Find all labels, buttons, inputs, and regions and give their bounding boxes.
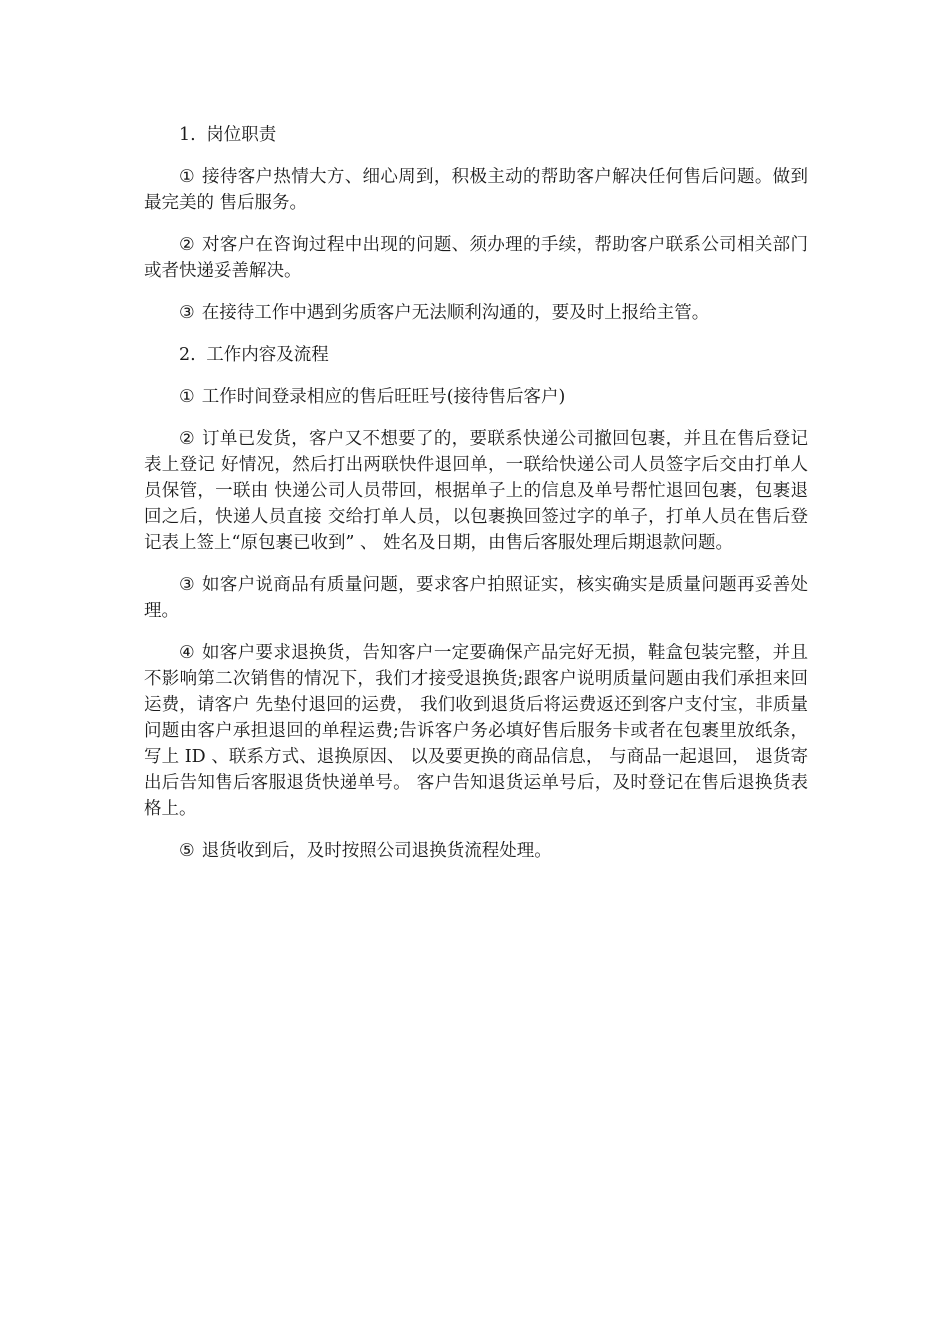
section-heading-2 [144, 342, 808, 368]
item-marker: ③ [179, 575, 196, 595]
paragraph [144, 384, 808, 410]
item-marker: ④ [179, 643, 196, 663]
document-page [144, 122, 808, 880]
paragraph-text: 工作时间登录相应的售后旺旺号(接待售后客户) [201, 387, 566, 407]
item-marker: ① [179, 167, 196, 187]
paragraph-text: 对客户在咨询过程中出现的问题、须办理的手续，帮助客户联系公司相关部门或者快递妥善解决。 [144, 235, 808, 281]
paragraph [144, 232, 808, 284]
section-title: 工作内容及流程 [206, 345, 329, 365]
item-marker: ② [179, 429, 196, 449]
paragraph [144, 640, 808, 822]
item-marker: ① [179, 387, 195, 407]
paragraph [144, 572, 808, 624]
paragraph [144, 164, 808, 216]
paragraph-text: 在接待工作中遇到劣质客户无法顺利沟通的，要及时上报给主管。 [201, 303, 710, 323]
section-heading-1 [144, 122, 808, 148]
paragraph-text: 接待客户热情大方、细心周到，积极主动的帮助客户解决任何售后问题。做到最完美的 售后服务。 [144, 167, 808, 213]
item-marker: ③ [179, 303, 195, 323]
section-number: 2. [179, 345, 196, 365]
item-marker: ⑤ [179, 841, 195, 861]
paragraph [144, 426, 808, 556]
section-number: 1. [179, 125, 196, 145]
item-marker: ② [179, 235, 196, 255]
paragraph [144, 838, 808, 864]
paragraph-text: 退货收到后，及时按照公司退换货流程处理。 [201, 841, 552, 861]
paragraph-text: 如客户要求退换货，告知客户一定要确保产品完好无损，鞋盒包装完整，并且不影响第二次销售的情况下，我们才接受退换货;跟客户说明质量问题由我们承担来回运费，请客户 先垫付退回的运费， 我们收到退货后将运费返还到客户支付宝，非质量问题由客户承担退回的单程运费;告诉客户务必填好售后服务卡或者在包裹里放纸条，写上 ID 、联系方式、退换原因、 以及要更换的商品信息， 与商品一起退回， 退货寄出后告知售后客服退货快递单号。 客户告知退货运单号后，及时登记在售后退换货表格上。 [144, 643, 808, 819]
paragraph-text: 如客户说商品有质量问题，要求客户拍照证实，核实确实是质量问题再妥善处理。 [144, 575, 808, 621]
paragraph [144, 300, 808, 326]
section-title: 岗位职责 [206, 125, 277, 145]
paragraph-text: 订单已发货，客户又不想要了的，要联系快递公司撤回包裹，并且在售后登记表上登记 好情况，然后打出两联快件退回单，一联给快递公司人员签字后交由打单人员保管，一联由 快递公司人员带回，根据单子上的信息及单号帮忙退回包裹，包裹退回之后，快递人员直接 交给打单人员，以包裹换回签过字的单子，打单人员在售后登记表上签上“原包裹已收到” 、 姓名及日期，由售后客服处理后期退款问题。 [144, 429, 808, 553]
